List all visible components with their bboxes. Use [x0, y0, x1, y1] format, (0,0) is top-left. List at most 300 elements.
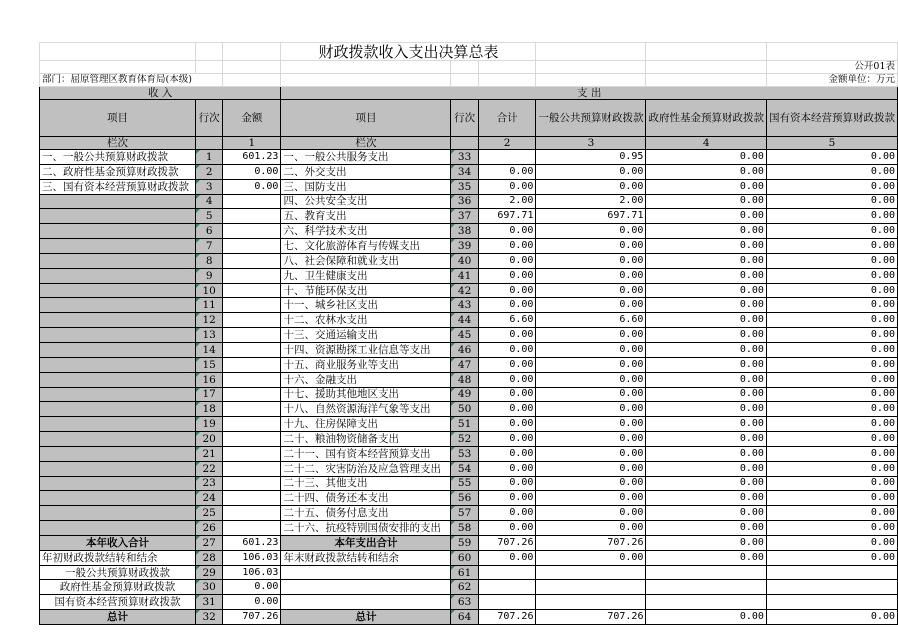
income-amount-cell [223, 224, 281, 239]
total-amount-cell: 0.00 [478, 179, 536, 194]
table-row [40, 446, 898, 461]
income-row-no-cell: 17 [196, 387, 223, 402]
general-budget-amount-cell: 0.00 [536, 446, 646, 461]
income-row-no-cell: 15 [196, 357, 223, 372]
income-row-no-cell: 20 [196, 432, 223, 447]
state-capital-amount-cell: 0.00 [766, 283, 897, 298]
state-capital-amount-cell: 0.00 [766, 476, 897, 491]
table-row [40, 150, 898, 165]
table-row [40, 402, 898, 417]
income-amount-cell [223, 268, 281, 283]
income-item-cell [40, 342, 196, 357]
state-capital-amount-cell: 0.00 [766, 372, 897, 387]
expense-item-cell: 十七、援助其他地区支出 [281, 387, 451, 402]
expense-item-cell [281, 595, 451, 610]
income-amount-cell [223, 402, 281, 417]
total-amount-cell: 0.00 [478, 550, 536, 565]
total-amount-cell: 0.00 [478, 521, 536, 536]
income-amount-cell: 707.26 [223, 610, 281, 625]
table-row [40, 283, 898, 298]
income-item-cell [40, 268, 196, 283]
gov-fund-amount-cell: 0.00 [646, 387, 767, 402]
income-item-cell [40, 432, 196, 447]
income-row-no-cell: 13 [196, 328, 223, 343]
general-budget-amount-cell [536, 565, 646, 580]
general-budget-amount-cell: 6.60 [536, 313, 646, 328]
gov-fund-amount-cell [646, 565, 767, 580]
total-amount-cell: 6.60 [478, 313, 536, 328]
unit-label: 金额单位：万元 [766, 74, 897, 87]
state-capital-amount-cell: 0.00 [766, 402, 897, 417]
income-item-header: 项目 [40, 100, 196, 137]
general-budget-amount-cell: 0.00 [536, 357, 646, 372]
expense-item-cell: 总计 [281, 610, 451, 625]
expense-item-cell: 二十二、灾害防治及应急管理支出 [281, 461, 451, 476]
total-amount-cell: 707.26 [478, 535, 536, 550]
expense-item-cell [281, 565, 451, 580]
expense-item-cell: 十三、交通运输支出 [281, 328, 451, 343]
total-header: 合计 [478, 100, 536, 137]
table-row [40, 372, 898, 387]
income-amount-cell [223, 342, 281, 357]
expense-row-no-cell: 43 [451, 298, 478, 313]
total-amount-cell: 697.71 [478, 209, 536, 224]
income-amount-cell: 0.00 [223, 179, 281, 194]
expense-column-label-cell: 栏次 [281, 137, 451, 150]
expense-item-cell: 十六、金融支出 [281, 372, 451, 387]
income-item-cell: 一、一般公共预算财政拨款 [40, 150, 196, 165]
general-budget-header: 一般公共预算财政拨款 [536, 100, 646, 137]
table-row [40, 417, 898, 432]
income-amount-cell [223, 253, 281, 268]
carryover-row [40, 580, 898, 595]
state-capital-amount-cell: 0.00 [766, 432, 897, 447]
income-row-no-cell: 10 [196, 283, 223, 298]
state-capital-amount-cell: 0.00 [766, 417, 897, 432]
income-row-no-cell: 26 [196, 521, 223, 536]
gov-fund-amount-cell: 0.00 [646, 253, 767, 268]
total-amount-cell: 0.00 [478, 506, 536, 521]
gov-fund-amount-cell: 0.00 [646, 461, 767, 476]
income-amount-cell [223, 387, 281, 402]
table-row [40, 253, 898, 268]
general-budget-amount-cell: 0.00 [536, 491, 646, 506]
gov-fund-amount-cell: 0.00 [646, 432, 767, 447]
table-row [40, 224, 898, 239]
general-budget-amount-cell: 707.26 [536, 610, 646, 625]
expense-row-no-cell: 64 [451, 610, 478, 625]
income-item-cell: 国有资本经营预算财政拨款 [40, 595, 196, 610]
expense-row-no-cell: 57 [451, 506, 478, 521]
expense-row-no-cell: 36 [451, 194, 478, 209]
table-row [40, 461, 898, 476]
expense-row-no-cell: 48 [451, 372, 478, 387]
subtotal-row [40, 535, 898, 550]
expense-row-no-cell: 38 [451, 224, 478, 239]
general-budget-amount-cell: 0.00 [536, 283, 646, 298]
income-item-cell [40, 313, 196, 328]
income-item-cell [40, 446, 196, 461]
income-row-no-cell: 24 [196, 491, 223, 506]
income-row-no-cell: 4 [196, 194, 223, 209]
income-amount-cell [223, 432, 281, 447]
gov-fund-amount-cell: 0.00 [646, 446, 767, 461]
income-row-no-cell: 23 [196, 476, 223, 491]
income-item-cell [40, 521, 196, 536]
income-row-no-cell: 29 [196, 565, 223, 580]
column-label-cell: 栏次 [40, 137, 196, 150]
expense-row-no-cell: 55 [451, 476, 478, 491]
table-row [40, 357, 898, 372]
general-budget-amount-cell: 0.00 [536, 179, 646, 194]
general-budget-amount-cell: 0.00 [536, 550, 646, 565]
table-row [40, 239, 898, 254]
expense-item-cell: 六、科学技术支出 [281, 224, 451, 239]
income-amount-cell: 106.03 [223, 550, 281, 565]
income-amount-cell [223, 283, 281, 298]
column-number-1: 1 [223, 137, 281, 150]
income-amount-cell [223, 417, 281, 432]
total-amount-cell: 0.00 [478, 461, 536, 476]
gov-fund-amount-cell [646, 580, 767, 595]
general-budget-amount-cell: 0.00 [536, 224, 646, 239]
expense-item-cell: 十九、住房保障支出 [281, 417, 451, 432]
general-budget-amount-cell: 0.00 [536, 372, 646, 387]
expense-item-cell: 二十、粮油物资储备支出 [281, 432, 451, 447]
income-amount-cell [223, 357, 281, 372]
table-row [40, 328, 898, 343]
general-budget-amount-cell: 0.00 [536, 506, 646, 521]
income-item-cell [40, 491, 196, 506]
table-row [40, 342, 898, 357]
report-title: 财政拨款收入支出决算总表 [281, 43, 536, 61]
expense-row-no-cell: 63 [451, 595, 478, 610]
income-section-header: 收 入 [40, 87, 281, 100]
gov-fund-amount-cell: 0.00 [646, 372, 767, 387]
table-row [40, 506, 898, 521]
column-number-2: 2 [478, 137, 536, 150]
state-capital-amount-cell: 0.00 [766, 357, 897, 372]
income-row-no-cell: 5 [196, 209, 223, 224]
income-item-cell: 三、国有资本经营预算财政拨款 [40, 179, 196, 194]
state-capital-amount-cell: 0.00 [766, 194, 897, 209]
income-row-no-cell: 19 [196, 417, 223, 432]
total-amount-cell: 0.00 [478, 342, 536, 357]
income-item-cell [40, 283, 196, 298]
gov-fund-amount-cell: 0.00 [646, 357, 767, 372]
expense-row-no-cell: 40 [451, 253, 478, 268]
total-amount-cell: 0.00 [478, 402, 536, 417]
total-amount-cell [478, 150, 536, 165]
gov-fund-amount-cell: 0.00 [646, 476, 767, 491]
table-row [40, 521, 898, 536]
state-capital-amount-cell: 0.00 [766, 387, 897, 402]
income-amount-cell [223, 239, 281, 254]
state-capital-amount-cell: 0.00 [766, 164, 897, 179]
total-amount-cell: 0.00 [478, 476, 536, 491]
gov-fund-amount-cell: 0.00 [646, 610, 767, 625]
expense-item-cell: 八、社会保障和就业支出 [281, 253, 451, 268]
state-capital-amount-cell: 0.00 [766, 461, 897, 476]
gov-fund-amount-cell: 0.00 [646, 283, 767, 298]
income-amount-cell [223, 209, 281, 224]
state-capital-amount-cell: 0.00 [766, 150, 897, 165]
income-amount-cell [223, 298, 281, 313]
expense-section-header: 支 出 [281, 87, 898, 100]
general-budget-amount-cell: 0.00 [536, 417, 646, 432]
expense-item-cell: 十、节能环保支出 [281, 283, 451, 298]
income-row-no-cell: 1 [196, 150, 223, 165]
expense-item-cell: 年末财政拨款结转和结余 [281, 550, 451, 565]
gov-fund-amount-cell: 0.00 [646, 535, 767, 550]
department-label: 部门：屈原管理区教育体育局(本级) [40, 74, 223, 87]
expense-row-no-cell: 41 [451, 268, 478, 283]
general-budget-amount-cell: 0.00 [536, 253, 646, 268]
state-capital-amount-cell [766, 595, 897, 610]
total-amount-cell: 0.00 [478, 387, 536, 402]
gov-fund-amount-cell: 0.00 [646, 164, 767, 179]
state-capital-amount-cell [766, 565, 897, 580]
state-capital-amount-cell: 0.00 [766, 550, 897, 565]
income-item-cell [40, 506, 196, 521]
general-budget-amount-cell: 0.00 [536, 164, 646, 179]
income-item-cell [40, 194, 196, 209]
expense-row-no-cell: 60 [451, 550, 478, 565]
expense-row-no-cell: 39 [451, 239, 478, 254]
state-capital-amount-cell: 0.00 [766, 491, 897, 506]
income-item-cell: 政府性基金预算财政拨款 [40, 580, 196, 595]
expense-item-cell: 二十四、债务还本支出 [281, 491, 451, 506]
income-amount-header: 金额 [223, 100, 281, 137]
total-amount-cell [478, 565, 536, 580]
income-row-no-cell: 28 [196, 550, 223, 565]
total-amount-cell: 0.00 [478, 372, 536, 387]
income-item-cell [40, 298, 196, 313]
expense-row-no-cell: 35 [451, 179, 478, 194]
income-item-cell [40, 417, 196, 432]
table-row [40, 164, 898, 179]
income-amount-cell: 0.00 [223, 164, 281, 179]
table-row [40, 476, 898, 491]
income-amount-cell [223, 491, 281, 506]
gov-fund-amount-cell: 0.00 [646, 268, 767, 283]
total-amount-cell: 707.26 [478, 610, 536, 625]
income-item-cell [40, 328, 196, 343]
income-row-no-cell: 12 [196, 313, 223, 328]
general-budget-amount-cell: 0.95 [536, 150, 646, 165]
income-row-no-cell: 32 [196, 610, 223, 625]
general-budget-amount-cell: 0.00 [536, 476, 646, 491]
expense-row-no-cell: 54 [451, 461, 478, 476]
expense-item-cell: 十五、商业服务业等支出 [281, 357, 451, 372]
expense-item-cell: 二十三、其他支出 [281, 476, 451, 491]
expense-row-no-cell: 53 [451, 446, 478, 461]
income-item-cell [40, 224, 196, 239]
income-item-cell: 二、政府性基金预算财政拨款 [40, 164, 196, 179]
table-row [40, 298, 898, 313]
state-capital-amount-cell: 0.00 [766, 209, 897, 224]
gov-fund-amount-cell: 0.00 [646, 328, 767, 343]
gov-fund-amount-cell: 0.00 [646, 550, 767, 565]
total-amount-cell: 0.00 [478, 268, 536, 283]
general-budget-amount-cell: 707.26 [536, 535, 646, 550]
income-row-no-cell: 25 [196, 506, 223, 521]
gov-fund-amount-cell: 0.00 [646, 521, 767, 536]
state-capital-amount-cell: 0.00 [766, 342, 897, 357]
total-amount-cell: 0.00 [478, 253, 536, 268]
general-budget-amount-cell: 0.00 [536, 268, 646, 283]
expense-item-cell: 十八、自然资源海洋气象等支出 [281, 402, 451, 417]
gov-fund-amount-cell: 0.00 [646, 239, 767, 254]
total-amount-cell: 0.00 [478, 446, 536, 461]
state-capital-header: 国有资本经营预算财政拨款 [766, 100, 897, 137]
expense-item-cell: 十一、城乡社区支出 [281, 298, 451, 313]
general-budget-amount-cell: 0.00 [536, 402, 646, 417]
state-capital-amount-cell: 0.00 [766, 313, 897, 328]
gov-fund-amount-cell: 0.00 [646, 342, 767, 357]
gov-fund-amount-cell: 0.00 [646, 209, 767, 224]
general-budget-amount-cell: 0.00 [536, 342, 646, 357]
total-amount-cell [478, 580, 536, 595]
table-row [40, 432, 898, 447]
expense-item-cell: 五、教育支出 [281, 209, 451, 224]
expense-item-cell: 二十一、国有资本经营预算支出 [281, 446, 451, 461]
income-amount-cell: 601.23 [223, 535, 281, 550]
income-amount-cell [223, 313, 281, 328]
state-capital-amount-cell: 0.00 [766, 521, 897, 536]
column-number-3: 3 [536, 137, 646, 150]
gov-fund-amount-cell: 0.00 [646, 194, 767, 209]
expense-row-no-cell: 56 [451, 491, 478, 506]
gov-fund-amount-cell: 0.00 [646, 402, 767, 417]
table-row [40, 313, 898, 328]
table-row [40, 387, 898, 402]
expense-row-no-cell: 45 [451, 328, 478, 343]
expense-item-cell: 十四、资源勘探工业信息等支出 [281, 342, 451, 357]
general-budget-amount-cell: 0.00 [536, 432, 646, 447]
state-capital-amount-cell: 0.00 [766, 179, 897, 194]
income-row-no-cell: 31 [196, 595, 223, 610]
expense-item-cell: 二十六、抗疫特别国债安排的支出 [281, 521, 451, 536]
total-amount-cell: 0.00 [478, 328, 536, 343]
expense-item-cell: 七、文化旅游体育与传媒支出 [281, 239, 451, 254]
gov-fund-amount-cell: 0.00 [646, 298, 767, 313]
expense-row-no-cell: 44 [451, 313, 478, 328]
general-budget-amount-cell: 2.00 [536, 194, 646, 209]
gov-fund-amount-cell: 0.00 [646, 179, 767, 194]
expense-item-cell: 九、卫生健康支出 [281, 268, 451, 283]
general-budget-amount-cell: 0.00 [536, 328, 646, 343]
expense-row-no-cell: 51 [451, 417, 478, 432]
general-budget-amount-cell: 0.00 [536, 461, 646, 476]
table-row [40, 194, 898, 209]
total-amount-cell: 0.00 [478, 417, 536, 432]
income-amount-cell [223, 372, 281, 387]
income-row-no-cell: 11 [196, 298, 223, 313]
income-item-cell: 一般公共预算财政拨款 [40, 565, 196, 580]
expense-row-no-cell: 37 [451, 209, 478, 224]
state-capital-amount-cell: 0.00 [766, 610, 897, 625]
gov-fund-header: 政府性基金预算财政拨款 [646, 100, 767, 137]
income-item-cell [40, 402, 196, 417]
income-row-no-cell: 21 [196, 446, 223, 461]
income-amount-cell [223, 446, 281, 461]
gov-fund-amount-cell: 0.00 [646, 506, 767, 521]
income-amount-cell: 106.03 [223, 565, 281, 580]
state-capital-amount-cell: 0.00 [766, 268, 897, 283]
income-item-cell: 年初财政拨款结转和结余 [40, 550, 196, 565]
income-row-no-cell: 6 [196, 224, 223, 239]
income-amount-cell: 601.23 [223, 150, 281, 165]
table-row [40, 209, 898, 224]
column-number-5: 5 [766, 137, 897, 150]
general-budget-amount-cell: 0.00 [536, 521, 646, 536]
state-capital-amount-cell: 0.00 [766, 446, 897, 461]
gov-fund-amount-cell: 0.00 [646, 491, 767, 506]
expense-row-no-cell: 46 [451, 342, 478, 357]
gov-fund-amount-cell: 0.00 [646, 224, 767, 239]
state-capital-amount-cell: 0.00 [766, 535, 897, 550]
income-item-cell [40, 387, 196, 402]
expense-item-cell: 本年支出合计 [281, 535, 451, 550]
total-amount-cell [478, 595, 536, 610]
total-amount-cell: 0.00 [478, 224, 536, 239]
gov-fund-amount-cell: 0.00 [646, 150, 767, 165]
state-capital-amount-cell: 0.00 [766, 224, 897, 239]
expense-row-no-cell: 34 [451, 164, 478, 179]
income-item-cell [40, 239, 196, 254]
income-row-no-cell: 14 [196, 342, 223, 357]
total-amount-cell: 0.00 [478, 357, 536, 372]
expense-row-no-cell: 33 [451, 150, 478, 165]
expense-row-no-cell: 50 [451, 402, 478, 417]
total-amount-cell: 0.00 [478, 298, 536, 313]
state-capital-amount-cell: 0.00 [766, 506, 897, 521]
income-row-no-cell: 9 [196, 268, 223, 283]
income-item-cell: 总计 [40, 610, 196, 625]
income-amount-cell [223, 461, 281, 476]
income-item-cell [40, 461, 196, 476]
income-item-cell [40, 253, 196, 268]
income-amount-cell [223, 194, 281, 209]
income-item-cell: 本年收入合计 [40, 535, 196, 550]
general-budget-amount-cell: 697.71 [536, 209, 646, 224]
total-amount-cell: 0.00 [478, 239, 536, 254]
grand-total-row [40, 610, 898, 625]
income-amount-cell: 0.00 [223, 595, 281, 610]
state-capital-amount-cell: 0.00 [766, 328, 897, 343]
income-amount-cell [223, 328, 281, 343]
gov-fund-amount-cell [646, 595, 767, 610]
income-row-no-cell: 27 [196, 535, 223, 550]
expense-item-cell [281, 580, 451, 595]
total-amount-cell: 0.00 [478, 164, 536, 179]
expense-row-no-cell: 52 [451, 432, 478, 447]
expense-item-cell: 二十五、债务付息支出 [281, 506, 451, 521]
expense-row-no-cell: 49 [451, 387, 478, 402]
total-amount-cell: 0.00 [478, 432, 536, 447]
expense-row-no-cell: 58 [451, 521, 478, 536]
income-item-cell [40, 357, 196, 372]
expense-row-no-cell: 42 [451, 283, 478, 298]
table-row [40, 268, 898, 283]
income-amount-cell: 0.00 [223, 580, 281, 595]
income-row-no-cell: 16 [196, 372, 223, 387]
income-row-no-cell: 30 [196, 580, 223, 595]
general-budget-amount-cell [536, 580, 646, 595]
gov-fund-amount-cell: 0.00 [646, 313, 767, 328]
expense-item-cell: 二、外交支出 [281, 164, 451, 179]
